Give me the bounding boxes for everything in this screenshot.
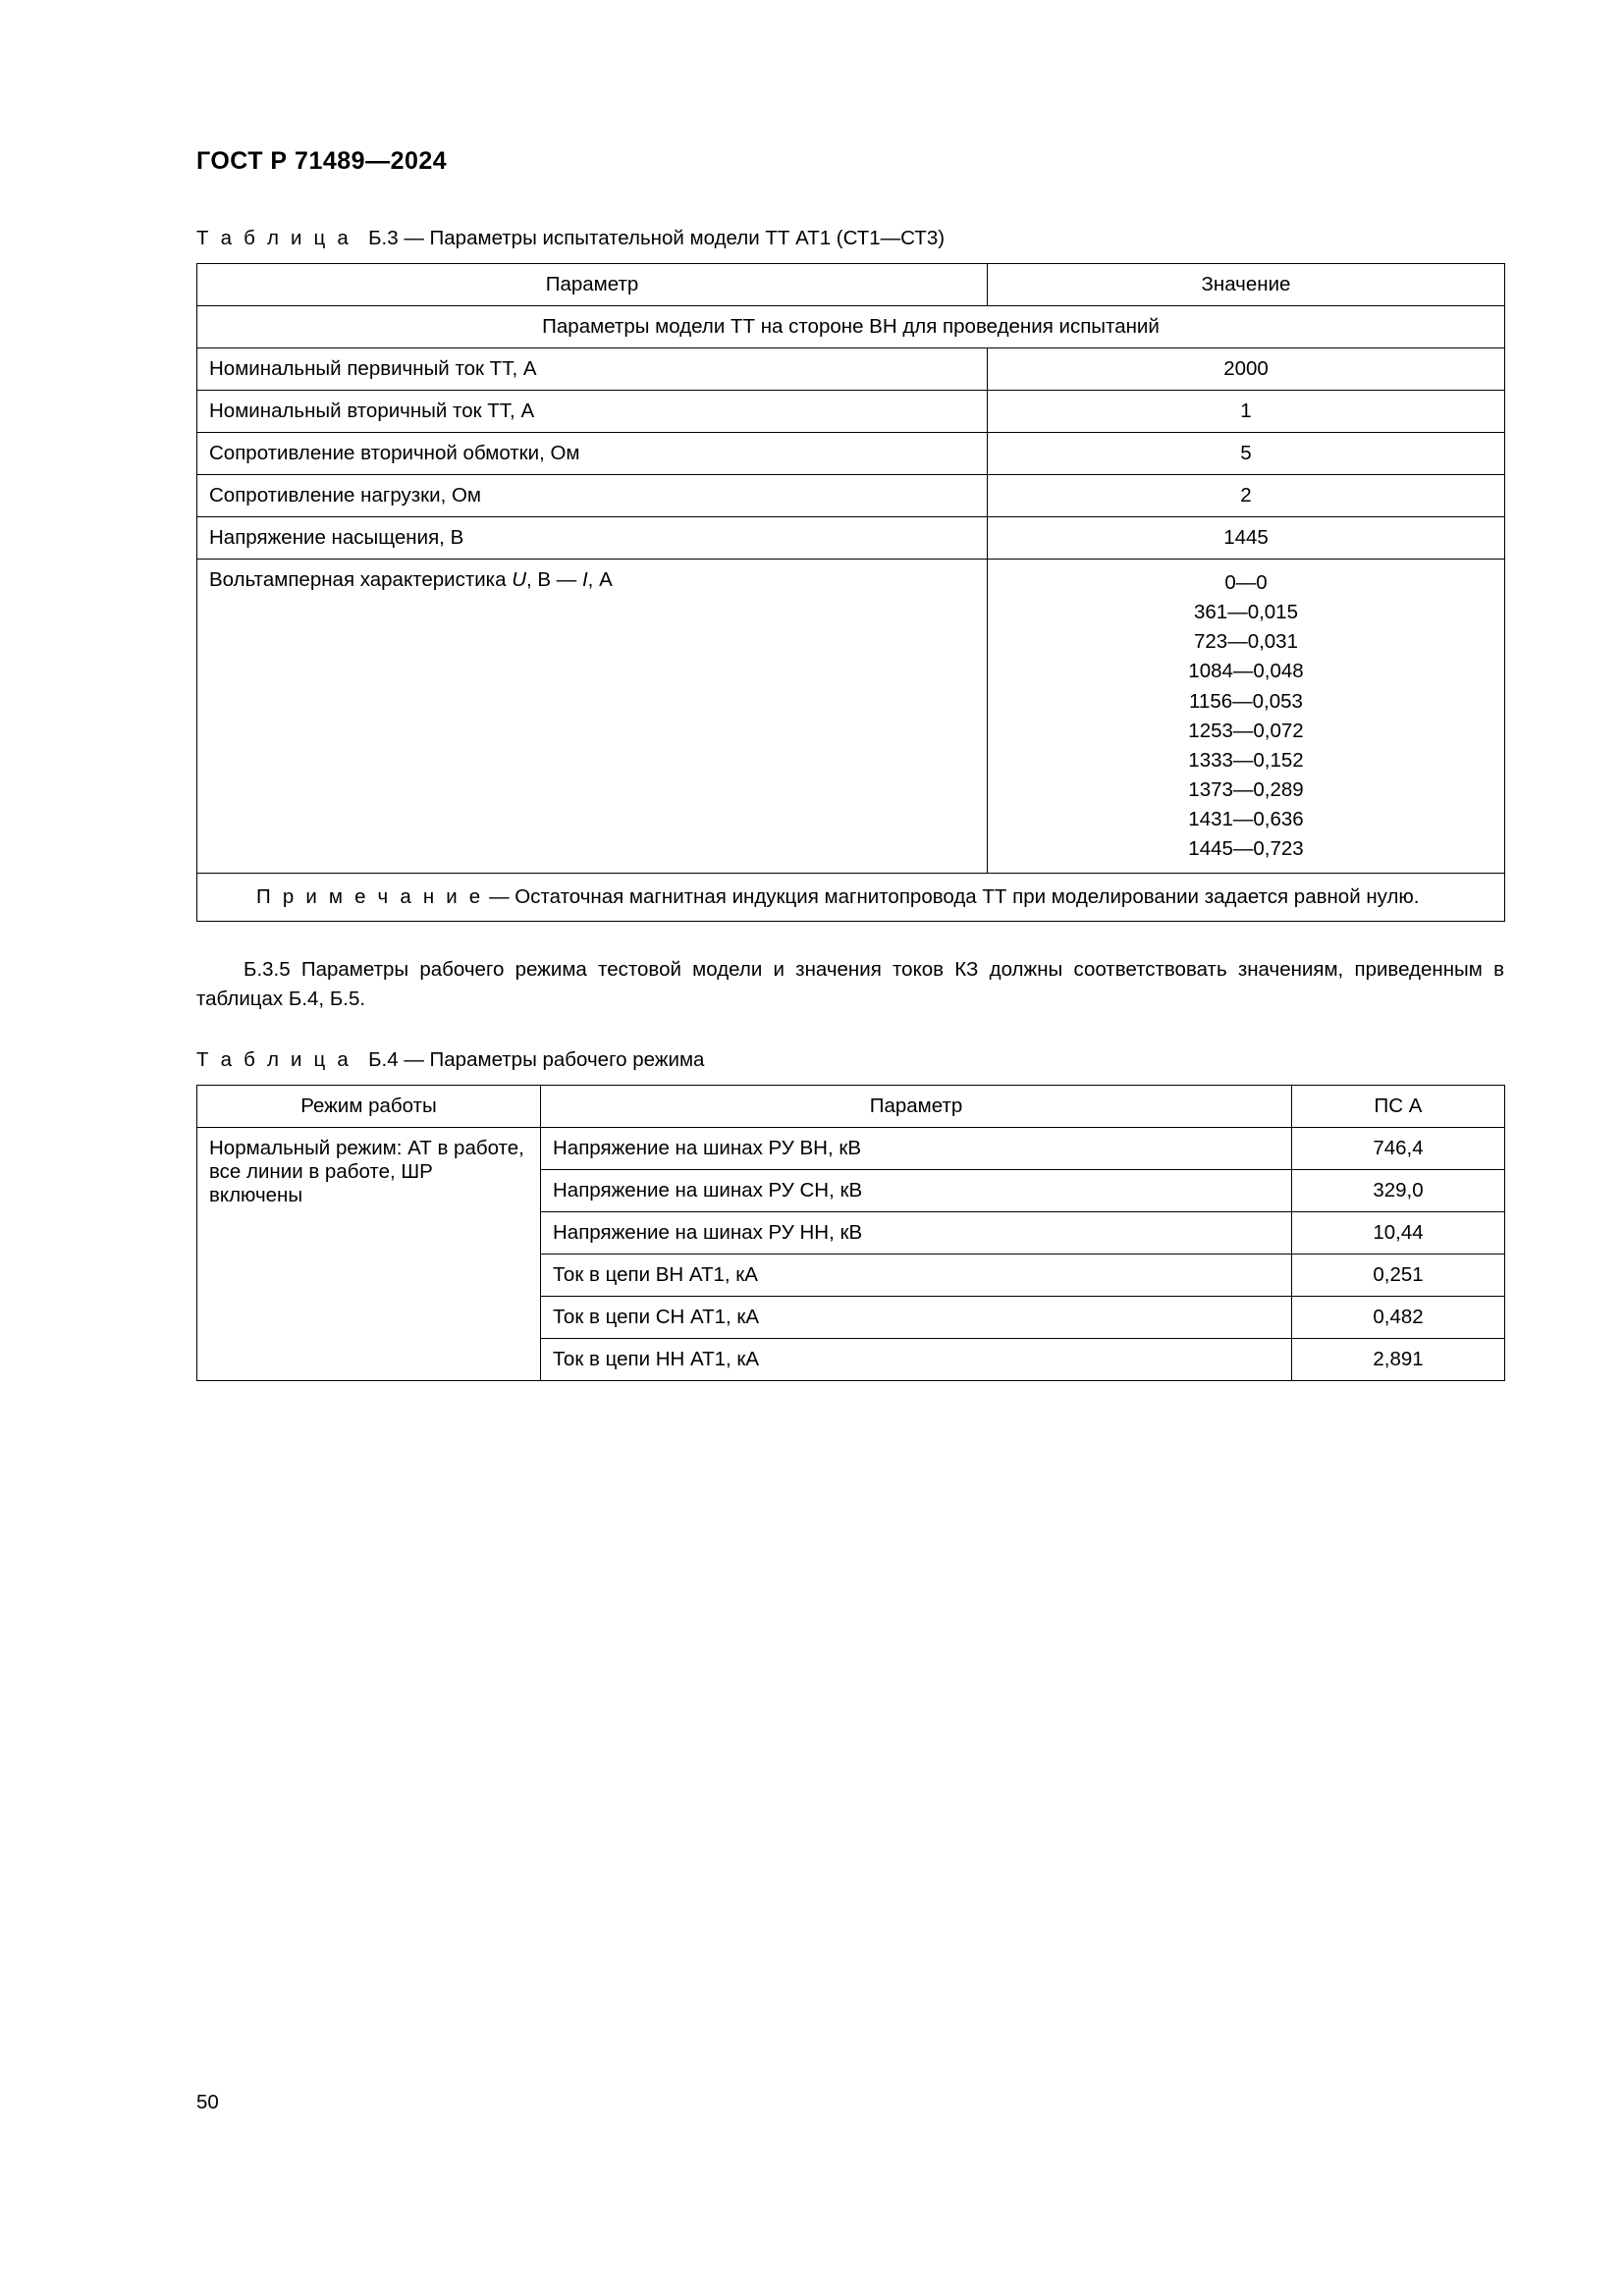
table-b3-caption-text: Б.3 — Параметры испытательной модели ТТ АТ1 (СТ1—СТ3) (368, 227, 946, 249)
table-b3-row-2-param: Сопротивление вторичной обмотки, Ом (197, 433, 988, 475)
table-b4 (196, 1085, 1505, 1381)
vchar-value: 361—0,015 (1193, 601, 1298, 624)
table-b3-row-0-param: Номинальный первичный ток ТТ, А (197, 348, 988, 391)
table-b3-vchar-param (197, 560, 988, 874)
table-b3 (196, 263, 1505, 922)
table-b4-row-0-param: Напряжение на шинах РУ ВН, кВ (541, 1128, 1292, 1170)
page-content (196, 147, 1504, 1381)
table-b4-row-0-value: 746,4 (1292, 1128, 1505, 1170)
table-b3-note-label: П р и м е ч а н и е (256, 885, 484, 909)
vchar-value: 0—0 (1224, 571, 1268, 594)
table-b4-row-3-param: Ток в цепи ВН АТ1, кА (541, 1255, 1292, 1297)
table-b3-row-3-value: 2 (988, 475, 1505, 517)
vchar-mid: , В — (526, 568, 582, 591)
table-b4-row-5-param: Ток в цепи НН АТ1, кА (541, 1339, 1292, 1381)
table-b4-caption-text: Б.4 — Параметры рабочего режима (368, 1048, 705, 1072)
table-row-vchar (197, 560, 1505, 874)
table-b4-row-1-value: 329,0 (1292, 1170, 1505, 1212)
table-b3-row-1-value: 1 (988, 391, 1505, 433)
paragraph-b35 (196, 955, 1504, 1013)
vchar-value: 723—0,031 (1193, 630, 1298, 654)
table-b4-row-1-param: Напряжение на шинах РУ СН, кВ (541, 1170, 1292, 1212)
vchar-symbol-u: U (512, 568, 526, 591)
table-b4-row-2-param: Напряжение на шинах РУ НН, кВ (541, 1212, 1292, 1255)
paragraph-b35-text: Б.3.5 Параметры рабочего режима тестовой модели и значения токов КЗ должны соответствовать значениям, приведенным в таблицах Б.4, Б.5. (196, 957, 1504, 1010)
table-b3-row-4-value: 1445 (988, 517, 1505, 560)
table-b3-caption-label: Т а б л и ц а (196, 227, 352, 249)
table-b4-header-row (197, 1086, 1505, 1128)
vchar-value: 1445—0,723 (1188, 837, 1304, 861)
vchar-suffix: , А (587, 568, 613, 591)
table-row (197, 348, 1505, 391)
vchar-value: 1253—0,072 (1188, 719, 1304, 742)
vchar-prefix: Вольтамперная характеристика (209, 568, 513, 591)
table-b3-col-param: Параметр (197, 264, 988, 306)
table-b3-caption (196, 227, 1504, 250)
table-b4-row-2-value: 10,44 (1292, 1212, 1505, 1255)
table-b4-mode-label: Нормальный режим: АТ в работе, все линии в работе, ШР включены (197, 1128, 541, 1381)
table-b3-section-label: Параметры модели ТТ на стороне ВН для проведения испытаний (197, 306, 1505, 348)
table-b4-caption (196, 1048, 1504, 1072)
table-b4-row-4-param: Ток в цепи СН АТ1, кА (541, 1297, 1292, 1339)
table-b3-row-2-value: 5 (988, 433, 1505, 475)
table-b4-row-5-value: 2,891 (1292, 1339, 1505, 1381)
table-b4-col-mode: Режим работы (197, 1086, 541, 1128)
document-header: ГОСТ Р 71489—2024 (196, 147, 448, 175)
vchar-value: 1333—0,152 (1188, 748, 1304, 772)
table-row (197, 517, 1505, 560)
table-b4-col-ps-a: ПС А (1292, 1086, 1505, 1128)
table-b3-section-row (197, 306, 1505, 348)
table-b3-note-text: — Остаточная магнитная индукция магнитопровода ТТ при моделировании задается равной нулю. (489, 885, 1420, 909)
table-b4-row-4-value: 0,482 (1292, 1297, 1505, 1339)
table-b3-col-value: Значение (988, 264, 1505, 306)
table-b3-note-row (197, 874, 1505, 922)
vchar-value: 1373—0,289 (1188, 777, 1304, 801)
table-row (197, 391, 1505, 433)
table-b4-row-3-value: 0,251 (1292, 1255, 1505, 1297)
table-b3-vchar-values (988, 560, 1505, 874)
table-row (197, 433, 1505, 475)
table-b3-row-1-param: Номинальный вторичный ток ТТ, А (197, 391, 988, 433)
table-b3-row-0-value: 2000 (988, 348, 1505, 391)
table-row (197, 475, 1505, 517)
table-b4-col-param: Параметр (541, 1086, 1292, 1128)
vchar-value: 1084—0,048 (1188, 660, 1304, 683)
vchar-value: 1156—0,053 (1189, 689, 1303, 713)
table-b3-note (197, 874, 1505, 922)
table-b3-header-row (197, 264, 1505, 306)
table-row (197, 1128, 1505, 1170)
table-b4-caption-label: Т а б л и ц а (196, 1048, 352, 1072)
table-b3-row-4-param: Напряжение насыщения, В (197, 517, 988, 560)
vchar-symbol-i: I (581, 568, 588, 591)
page-number: 50 (196, 2091, 219, 2113)
table-b3-row-3-param: Сопротивление нагрузки, Ом (197, 475, 988, 517)
vchar-value: 1431—0,636 (1188, 808, 1304, 830)
